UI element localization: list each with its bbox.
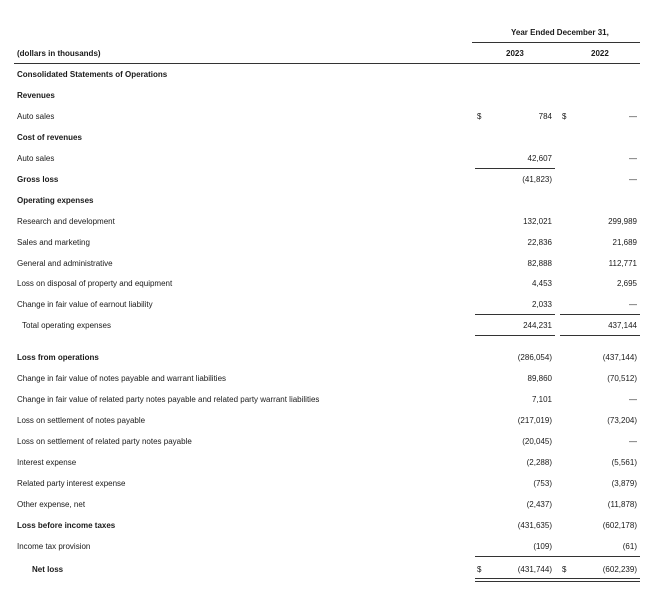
value-2023: 244,231 bbox=[523, 321, 552, 330]
row-label: General and administrative bbox=[17, 259, 113, 268]
subtotal-rule bbox=[560, 314, 640, 315]
row-label: Loss on disposal of property and equipment bbox=[17, 279, 173, 288]
grand-total-double-rule bbox=[475, 578, 640, 582]
row-label: Loss from operations bbox=[17, 353, 99, 362]
value-2023: (2,437) bbox=[526, 500, 552, 509]
value-2022: 112,771 bbox=[608, 259, 637, 268]
row-label: Change in fair value of earnout liability bbox=[17, 300, 153, 309]
subtotal-rule bbox=[475, 314, 555, 315]
col-header-2023: 2023 bbox=[506, 49, 524, 58]
row-label: Interest expense bbox=[17, 458, 77, 467]
value-2023: (431,635) bbox=[517, 521, 552, 530]
row-label: Auto sales bbox=[17, 112, 55, 121]
value-2023: (41,823) bbox=[522, 175, 552, 184]
value-2022: 21,689 bbox=[612, 238, 637, 247]
value-2023: (2,288) bbox=[526, 458, 552, 467]
value-2023: (109) bbox=[533, 542, 552, 551]
value-2022: (5,561) bbox=[611, 458, 637, 467]
value-2022: — bbox=[629, 112, 637, 121]
row-label: Loss before income taxes bbox=[17, 521, 116, 530]
value-2023: 4,453 bbox=[531, 279, 552, 288]
row-label: Change in fair value of related party notes payable and related party warrant liabilities bbox=[17, 395, 320, 404]
value-2023: 82,888 bbox=[527, 259, 552, 268]
dollar-sign: $ bbox=[477, 565, 482, 574]
value-2023: 784 bbox=[538, 112, 552, 121]
value-2022: — bbox=[629, 437, 637, 446]
value-2022: (61) bbox=[622, 542, 637, 551]
value-2022: — bbox=[629, 395, 637, 404]
dollar-sign: $ bbox=[562, 112, 567, 121]
row-label: Consolidated Statements of Operations bbox=[17, 70, 168, 79]
value-2022: — bbox=[629, 300, 637, 309]
value-2022: (3,879) bbox=[611, 479, 637, 488]
value-2023: 2,033 bbox=[531, 300, 552, 309]
row-label: Operating expenses bbox=[17, 196, 94, 205]
row-label: Cost of revenues bbox=[17, 133, 82, 142]
row-label: Loss on settlement of notes payable bbox=[17, 416, 146, 425]
row-label: Loss on settlement of related party notes payable bbox=[17, 437, 192, 446]
value-2022: (602,178) bbox=[602, 521, 637, 530]
row-label: Net loss bbox=[32, 565, 64, 574]
total-rule bbox=[475, 335, 555, 336]
value-2023: (217,019) bbox=[517, 416, 552, 425]
row-label: Sales and marketing bbox=[17, 238, 90, 247]
value-2023: (286,054) bbox=[517, 353, 552, 362]
value-2023: (20,045) bbox=[522, 437, 552, 446]
value-2023: 132,021 bbox=[523, 217, 552, 226]
value-2022: (73,204) bbox=[607, 416, 637, 425]
value-2022: 437,144 bbox=[608, 321, 637, 330]
units-label: (dollars in thousands) bbox=[17, 49, 101, 58]
row-label: Other expense, net bbox=[17, 500, 86, 509]
row-label: Auto sales bbox=[17, 154, 55, 163]
value-2023: (753) bbox=[533, 479, 552, 488]
value-2022: 2,695 bbox=[616, 279, 637, 288]
value-2023: 7,101 bbox=[531, 395, 552, 404]
value-2022: (70,512) bbox=[607, 374, 637, 383]
subtotal-rule bbox=[475, 168, 555, 169]
row-label: Total operating expenses bbox=[22, 321, 111, 330]
col-header-2022: 2022 bbox=[591, 49, 609, 58]
row-label: Change in fair value of notes payable and warrant liabilities bbox=[17, 374, 227, 383]
value-2022: — bbox=[629, 154, 637, 163]
header-rule bbox=[14, 63, 640, 64]
value-2023: 42,607 bbox=[527, 154, 552, 163]
header-rule-top bbox=[472, 42, 640, 43]
row-label: Revenues bbox=[17, 91, 55, 100]
dollar-sign: $ bbox=[477, 112, 482, 121]
row-label: Research and development bbox=[17, 217, 115, 226]
period-header: Year Ended December 31, bbox=[511, 28, 609, 37]
value-2022: — bbox=[629, 175, 637, 184]
value-2023: (431,744) bbox=[517, 565, 552, 574]
dollar-sign: $ bbox=[562, 565, 567, 574]
total-rule bbox=[560, 335, 640, 336]
value-2022: 299,989 bbox=[608, 217, 637, 226]
value-2022: (11,878) bbox=[607, 500, 637, 509]
row-label: Related party interest expense bbox=[17, 479, 126, 488]
subtotal-rule bbox=[475, 556, 640, 557]
row-label: Gross loss bbox=[17, 175, 59, 184]
row-label: Income tax provision bbox=[17, 542, 91, 551]
value-2022: (602,239) bbox=[602, 565, 637, 574]
value-2023: 22,836 bbox=[527, 238, 552, 247]
value-2023: 89,860 bbox=[527, 374, 552, 383]
value-2022: (437,144) bbox=[602, 353, 637, 362]
